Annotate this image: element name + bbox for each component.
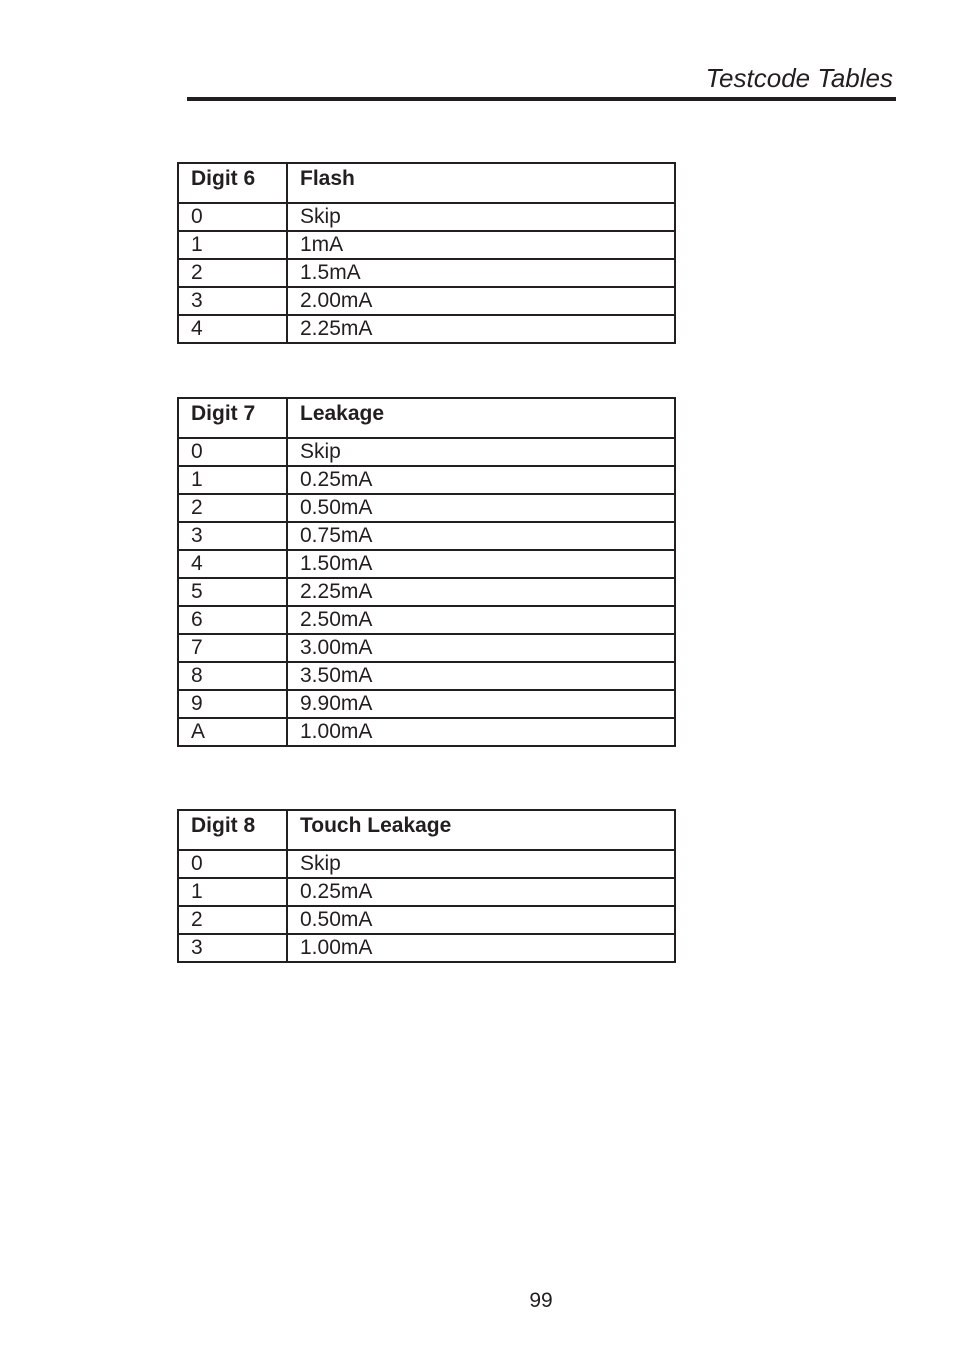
code-cell: 2 [178,906,287,934]
value-cell: 2.00mA [287,287,675,315]
value-column-header: Leakage [287,398,675,438]
touch-leakage-table [177,809,676,963]
table-row [178,550,675,578]
value-column-header: Touch Leakage [287,810,675,850]
table-row [178,662,675,690]
leakage-table [177,397,676,747]
value-cell: 2.25mA [287,578,675,606]
value-cell: Skip [287,438,675,466]
code-cell: 0 [178,203,287,231]
digit-column-header: Digit 7 [178,398,287,438]
code-cell: 3 [178,522,287,550]
flash-table [177,162,676,344]
page-header [187,60,896,101]
code-cell: 6 [178,606,287,634]
table-row [178,259,675,287]
table-header-row [178,163,675,203]
value-cell: 0.50mA [287,906,675,934]
value-cell: 1.50mA [287,550,675,578]
table-row [178,850,675,878]
value-cell: 2.50mA [287,606,675,634]
code-cell: 3 [178,287,287,315]
page-title: Testcode Tables [705,63,893,93]
table-row [178,231,675,259]
value-column-header: Flash [287,163,675,203]
code-cell: A [178,718,287,746]
value-cell: 1.5mA [287,259,675,287]
value-cell: 3.00mA [287,634,675,662]
table-row [178,578,675,606]
value-cell: 1mA [287,231,675,259]
table-row [178,634,675,662]
value-cell: 0.25mA [287,878,675,906]
code-cell: 1 [178,231,287,259]
code-cell: 4 [178,315,287,343]
table-header-row [178,810,675,850]
code-cell: 1 [178,466,287,494]
digit-column-header: Digit 6 [178,163,287,203]
digit-column-header: Digit 8 [178,810,287,850]
code-cell: 7 [178,634,287,662]
code-cell: 0 [178,438,287,466]
table-row [178,690,675,718]
value-cell: Skip [287,203,675,231]
table-header-row [178,398,675,438]
value-cell: 9.90mA [287,690,675,718]
code-cell: 2 [178,259,287,287]
code-cell: 9 [178,690,287,718]
table-row [178,287,675,315]
code-cell: 5 [178,578,287,606]
table-row [178,203,675,231]
value-cell: Skip [287,850,675,878]
value-cell: 3.50mA [287,662,675,690]
value-cell: 0.50mA [287,494,675,522]
value-cell: 1.00mA [287,718,675,746]
value-cell: 0.75mA [287,522,675,550]
code-cell: 0 [178,850,287,878]
code-cell: 1 [178,878,287,906]
table-row [178,718,675,746]
table-row [178,934,675,962]
page-number: 99 [529,1289,553,1312]
table-row [178,494,675,522]
code-cell: 3 [178,934,287,962]
table-row [178,906,675,934]
code-cell: 8 [178,662,287,690]
table-row [178,606,675,634]
table-row [178,315,675,343]
table-row [178,466,675,494]
table-row [178,438,675,466]
value-cell: 2.25mA [287,315,675,343]
table-row [178,522,675,550]
code-cell: 4 [178,550,287,578]
value-cell: 0.25mA [287,466,675,494]
code-cell: 2 [178,494,287,522]
value-cell: 1.00mA [287,934,675,962]
table-row [178,878,675,906]
